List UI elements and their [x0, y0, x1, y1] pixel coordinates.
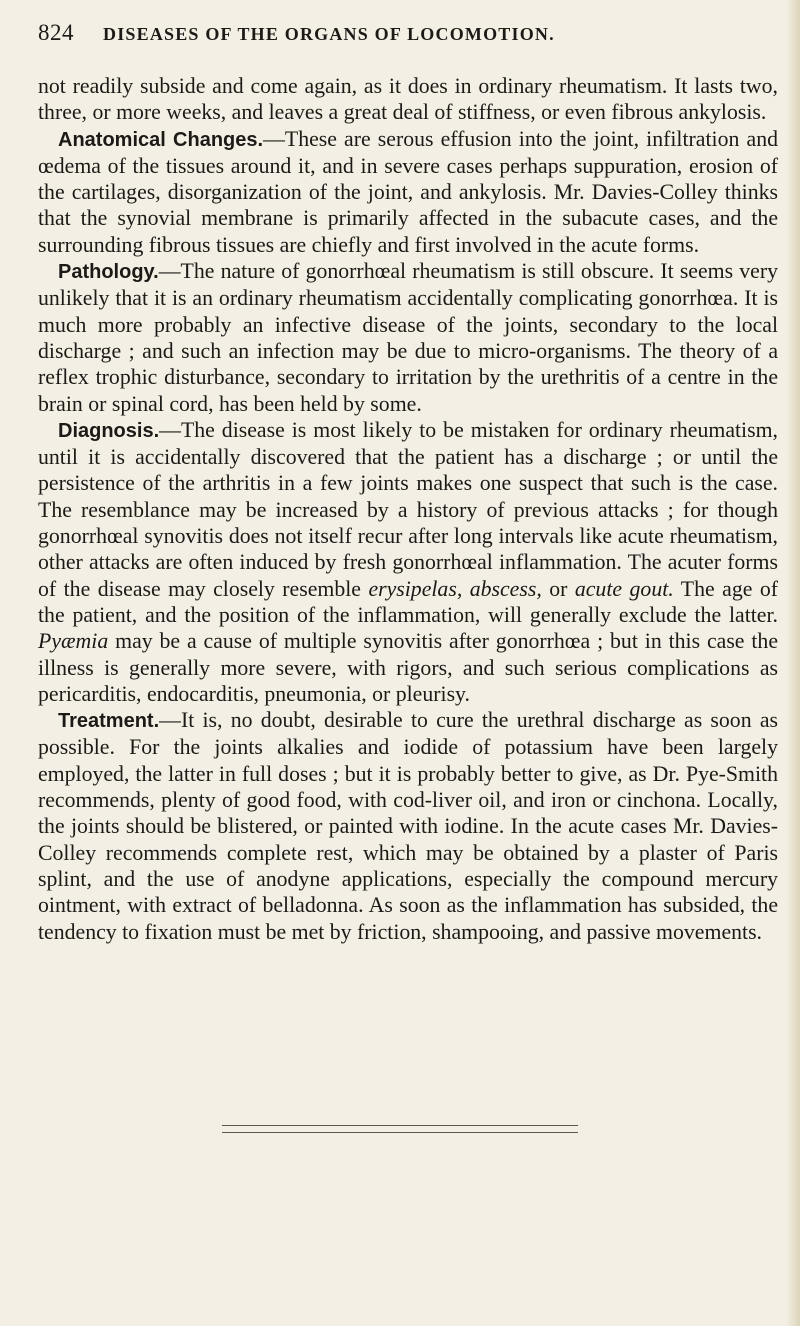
treatment-paragraph: [38, 707, 778, 945]
diagnosis-heading: Diagnosis.: [58, 419, 160, 442]
diagnosis-italic-1: erysipelas, abscess,: [368, 576, 542, 601]
diagnosis-text-3: The age of the patient, and the position of the inflammation, will generally exclude the latter.: [38, 576, 779, 627]
anatomical-changes-text: —These are serous effusion into the joint, infiltration and œdema of the tissues around it, and in severe cases perhaps suppuration, erosion of the cartilages, disorganization of the joint, and ankylosis. Mr. Davies-Colley thinks that the synovial membrane is primarily affected in the subacute cases, and the surrounding fibrous tissues are chiefly and first involved in the acute forms.: [38, 126, 778, 257]
diagnosis-paragraph: [38, 417, 778, 707]
continuation-paragraph: [38, 73, 778, 126]
diagnosis-text-1: —The disease is most likely to be mistaken for ordinary rheumatism, until it is accidentally discovered that the patient has a discharge ; or until the persistence of the arthritis in a few joints makes one suspect that such is the case. The resemblance may be increased by a history of previous attacks ; for though gonorrhœal synovitis does not itself recur after long intervals like acute rheumatism, other attacks are often induced by fresh gonorrhœal inflammation. The acuter forms of the disease may closely resemble: [38, 417, 778, 601]
anatomical-changes-paragraph: [38, 126, 778, 258]
page-header: [38, 10, 778, 50]
body-text: [38, 73, 778, 945]
diagnosis-italic-3: Pyæmia: [38, 629, 109, 654]
footer-double-rule: [222, 1125, 578, 1133]
running-head: DISEASES OF THE ORGANS OF LOCOMOTION.: [103, 24, 555, 44]
treatment-text: —It is, no doubt, desirable to cure the urethral discharge as soon as possible. For the joints alkalies and iodide of potassium have been largely employed, the latter in full doses ; but it is probably better to give, as Dr. Pye-Smith recommends, plenty of good food, with cod-liver oil, and iron or cinchona. Locally, the joints should be blistered, or painted with iodine. In the acute cases Mr. Davies-Colley recommends complete rest, which may be obtained by a plaster of Paris splint, and the use of anodyne applications, especially the compound mercury ointment, with extract of belladonna. As soon as the inflammation has subsided, the tendency to fixation must be met by friction, shampooing, and passive movements.: [38, 708, 778, 944]
page-edge-shading: [786, 0, 800, 1326]
continuation-text: not readily subside and come again, as it does in ordinary rheumatism. It lasts two, three, or more weeks, and leaves a great deal of stiffness, or even fibrous ankylosis.: [38, 74, 778, 125]
diagnosis-text-4: may be a cause of multiple synovitis after gonorrhœa ; but in this case the illness is generally more severe, with rigors, and such serious complications as pericarditis, endocarditis, pneumonia, or pleurisy.: [38, 629, 778, 706]
page-number: 824: [38, 20, 74, 45]
anatomical-changes-heading: Anatomical Changes.: [58, 128, 264, 151]
pathology-text: —The nature of gonorrhœal rheumatism is still obscure. It seems very unlikely that it is an ordinary rheumatism accidentally complicating gonorrhœa. It is much more probably an infective disease of the joints, secondary to the local discharge ; and such an infection may be due to micro-organisms. The theory of a reflex trophic disturbance, secondary to irritation by the urethritis of a centre in the brain or spinal cord, has been held by some.: [38, 259, 778, 416]
diagnosis-text-2: or: [541, 576, 575, 601]
diagnosis-italic-2: acute gout.: [574, 576, 674, 601]
pathology-paragraph: [38, 258, 778, 417]
treatment-heading: Treatment.: [58, 710, 160, 733]
pathology-heading: Pathology.: [58, 261, 159, 284]
